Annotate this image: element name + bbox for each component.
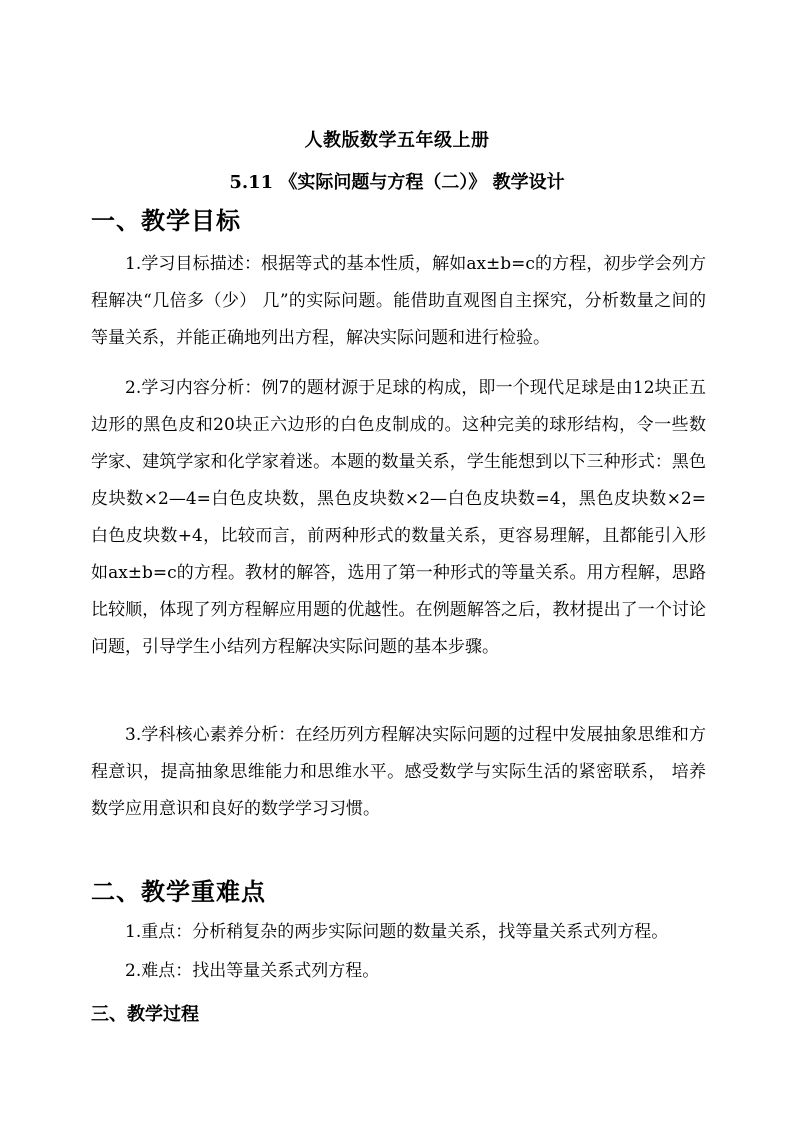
paragraph-key-point: 1.重点：分析稍复杂的两步实际问题的数量关系，找等量关系式列方程。 bbox=[125, 922, 669, 942]
section-heading-objectives: 一、教学目标 bbox=[91, 207, 241, 235]
section-heading-process: 三、教学过程 bbox=[91, 1004, 199, 1025]
paragraph-objective-description: 1.学习目标描述：根据等式的基本性质，解如ax±b=c的方程，初步学会列方程解决“几倍多（少） 几”的实际问题。能借助直观图自主探究，分析数量之间的等量关系，并能正确地列出方程，解决实际问题和进行检验。 bbox=[91, 254, 706, 348]
document-subtitle: 5.11 《实际问题与方程（二）》 教学设计 bbox=[229, 172, 565, 193]
paragraph-content-analysis: 2.学习内容分析：例7的题材源于足球的构成，即一个现代足球是由12块正五边形的黑色皮和20块正六边形的白色皮制成的。这种完美的球形结构，令一些数学家、建筑学家和化学家着迷。本题的数量关系，学生能想到以下三种形式：黑色皮块数×2—4=白色皮块数，黑色皮块数×2—白色皮块数=4，黑色皮块数×2= 白色皮块数+4，比较而言，前两种形式的数量关系，更容易理解，且都能引入形如ax±b=c的方程。教材的解答，选用了第一种形式的等量关系。用方程解，思路比较顺，体现了列方程解应用题的优越性。在例题解答之后，教材提出了一个讨论问题，引导学生小结列方程解决实际问题的基本步骤。 bbox=[91, 378, 706, 657]
document-title: 人教版数学五年级上册 bbox=[304, 130, 490, 151]
paragraph-core-literacy: 3.学科核心素养分析：在经历列方程解决实际问题的过程中发展抽象思维和方程意识，提高抽象思维能力和思维水平。感受数学与实际生活的紧密联系， 培养数学应用意识和良好的数学学习习惯。 bbox=[91, 725, 706, 819]
section-heading-key-points: 二、教学重难点 bbox=[91, 878, 266, 906]
paragraph-difficult-point: 2.难点：找出等量关系式列方程。 bbox=[125, 961, 380, 981]
